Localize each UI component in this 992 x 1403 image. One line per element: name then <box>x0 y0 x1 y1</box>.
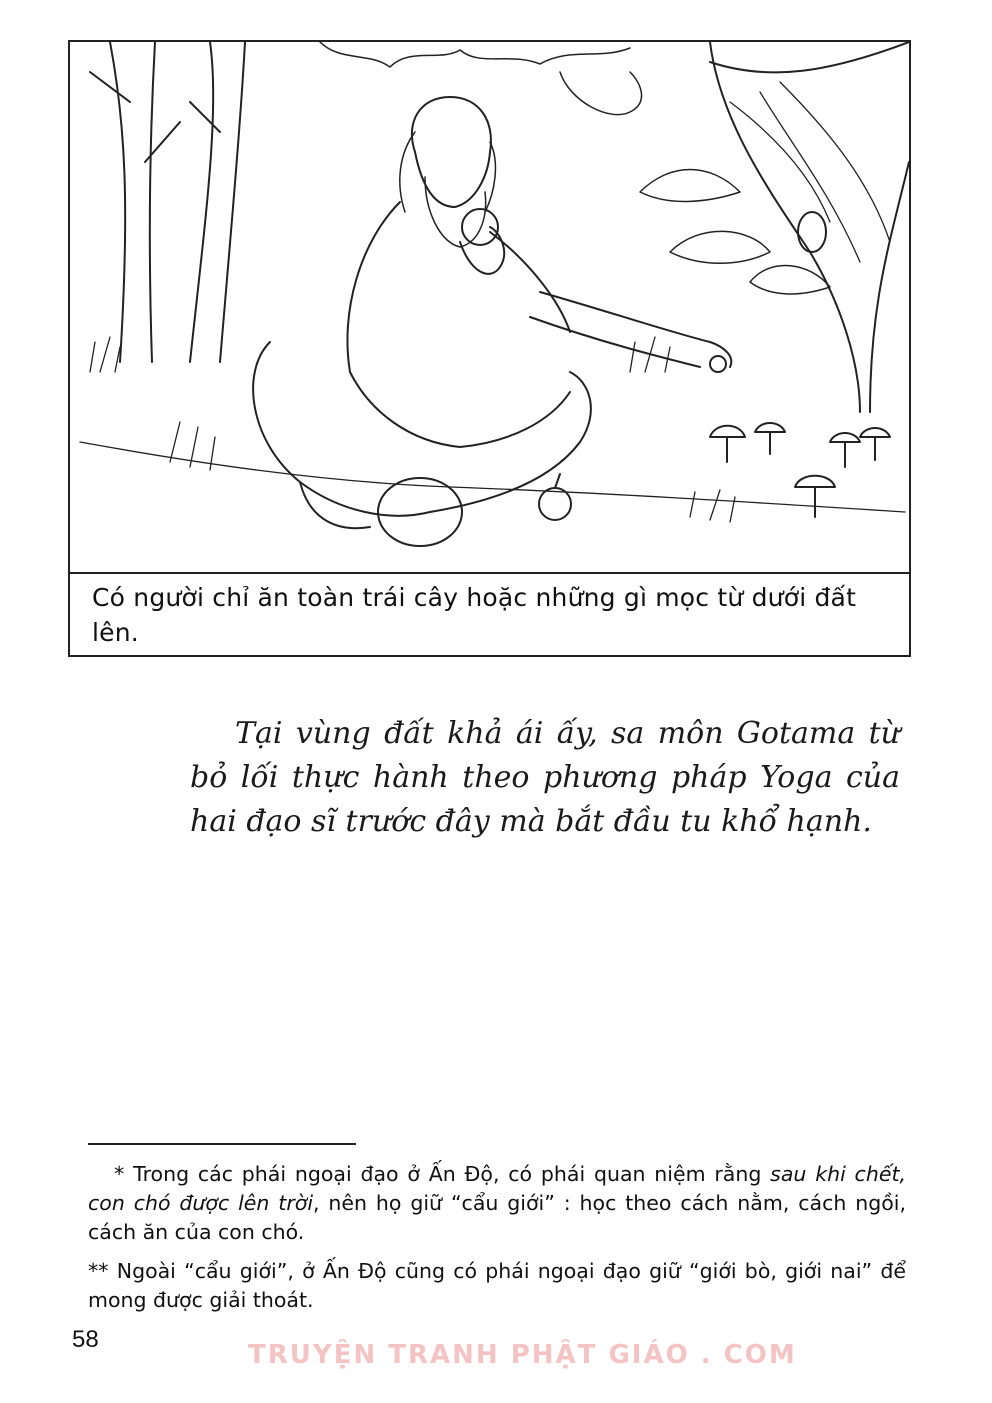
watermark: TRUYỆN TRANH PHẬT GIÁO . COM <box>248 1340 797 1370</box>
page-number: 58 <box>72 1326 99 1353</box>
illustration-ascetic-eating-fruit <box>70 42 909 574</box>
footnote-italic-text: sau khi chết, con chó được lên trời <box>88 1162 906 1215</box>
ink-drawing <box>70 42 909 572</box>
footnote-2 <box>88 1257 906 1315</box>
footnote-1 <box>88 1160 906 1247</box>
footnote-text: Trong các phái ngoại đạo ở Ấn Độ, có phái quan niệm rằng <box>133 1162 771 1186</box>
footnote-text: Ngoài “cẩu giới”, ở Ấn Độ cũng có phái ngoại đạo giữ “giới bò, giới nai” để mong được giải thoát. <box>88 1259 906 1312</box>
footnote-marker: * <box>114 1162 125 1186</box>
footnote-divider <box>88 1143 356 1145</box>
narration-text: Tại vùng đất khả ái ấy, sa môn Gotama từ bỏ lối thực hành theo phương pháp Yoga của hai đạo sĩ trước đây mà bắt đầu tu khổ hạnh. <box>190 716 900 839</box>
panel-caption: Có người chỉ ăn toàn trái cây hoặc những gì mọc từ dưới đất lên. <box>92 583 857 647</box>
footnote-marker: ** <box>88 1259 109 1283</box>
footnote-text: , nên họ giữ “cẩu giới” : học theo cách nằm, cách ngồi, cách ăn của con chó. <box>88 1191 906 1244</box>
comic-panel <box>68 40 911 657</box>
